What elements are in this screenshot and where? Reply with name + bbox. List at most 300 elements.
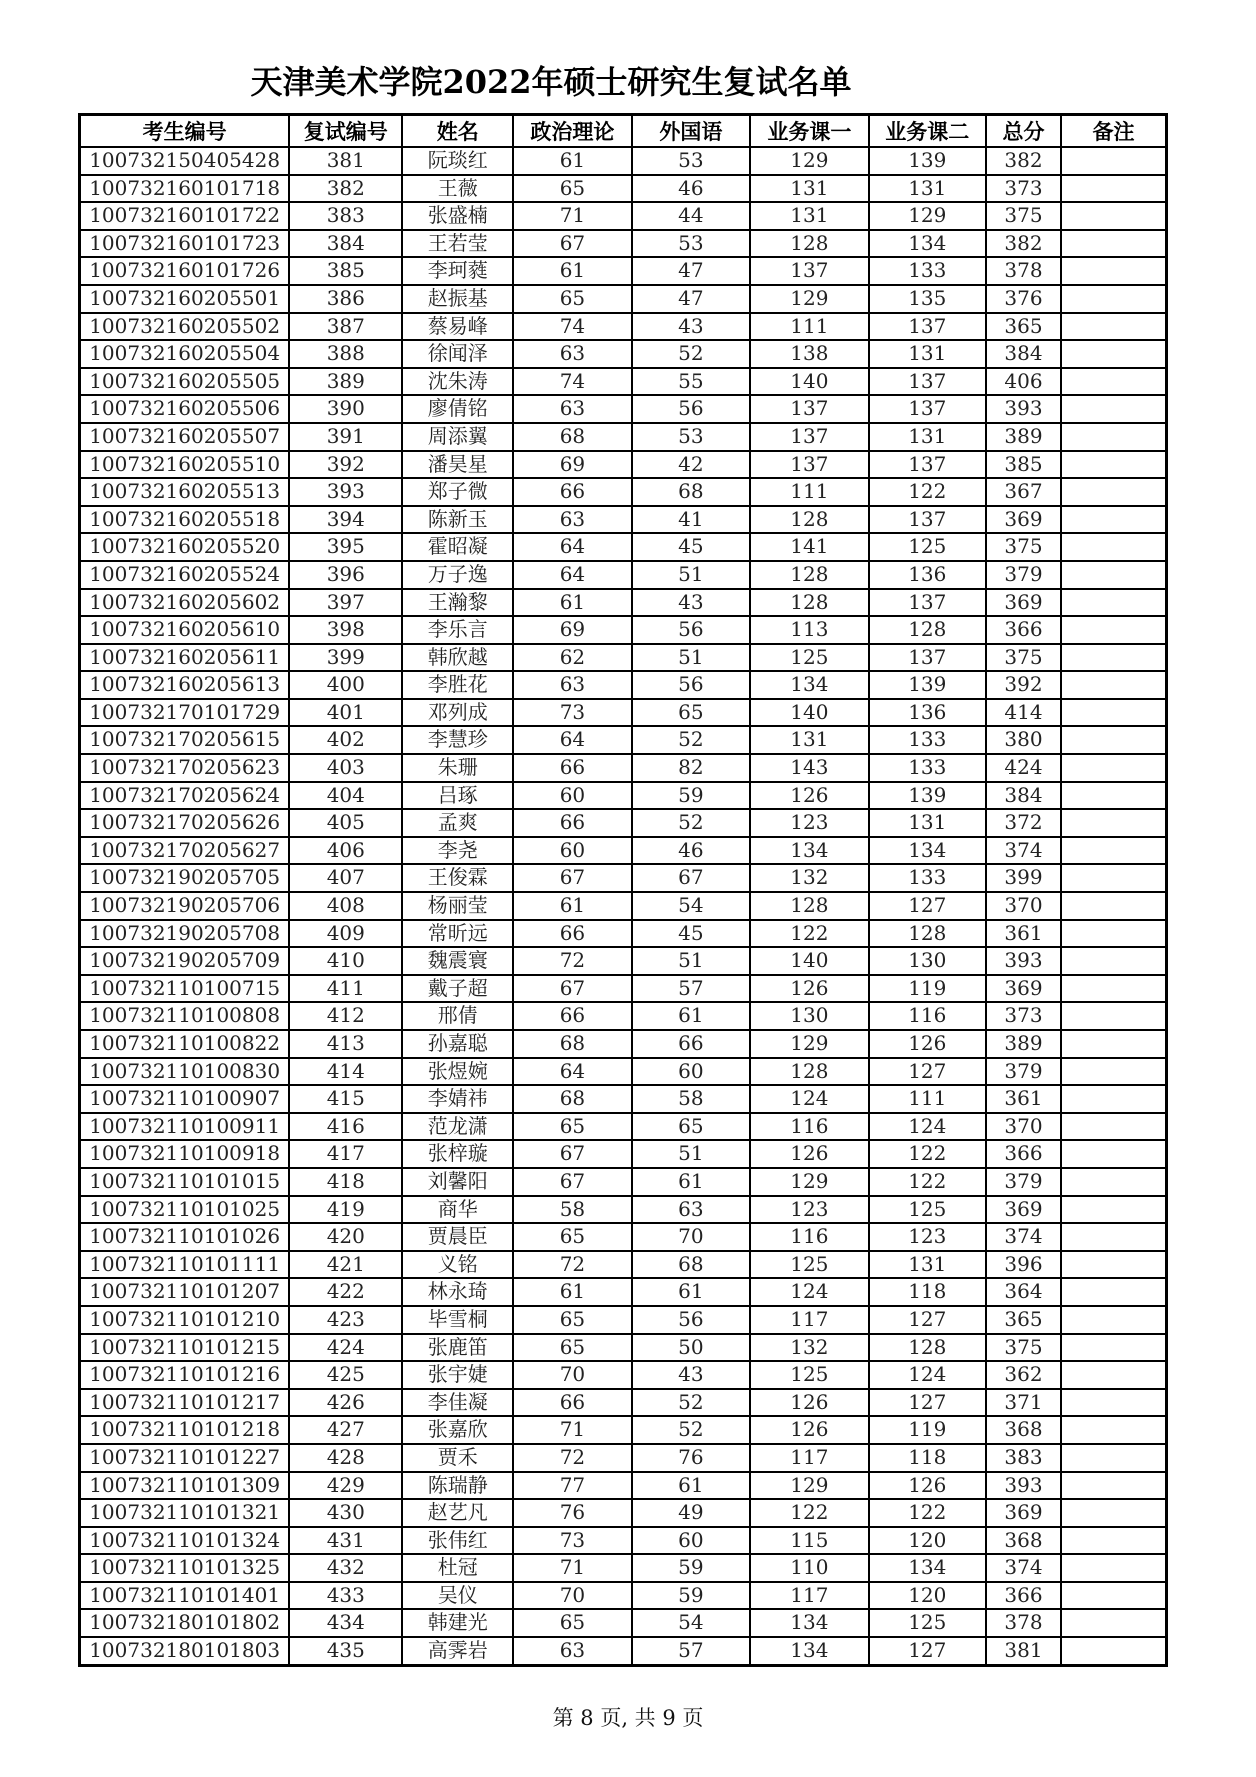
cell-remarks	[1061, 1472, 1167, 1500]
cell-retest-no: 424	[289, 1334, 402, 1362]
cell-remarks	[1061, 1582, 1167, 1610]
cell-major-course-1: 110	[750, 1554, 868, 1582]
table-row	[80, 671, 1167, 699]
cell-remarks	[1061, 533, 1167, 561]
cell-retest-no: 430	[289, 1499, 402, 1527]
cell-name: 廖倩铭	[402, 395, 513, 423]
cell-total-score: 424	[986, 754, 1061, 782]
cell-name: 贾禾	[402, 1444, 513, 1472]
cell-foreign-language: 55	[632, 368, 750, 396]
cell-foreign-language: 65	[632, 1113, 750, 1141]
cell-foreign-language: 42	[632, 451, 750, 479]
cell-remarks	[1061, 478, 1167, 506]
cell-foreign-language: 57	[632, 975, 750, 1003]
cell-total-score: 374	[986, 1554, 1061, 1582]
cell-major-course-2: 137	[869, 506, 986, 534]
cell-major-course-1: 124	[750, 1085, 868, 1113]
cell-remarks	[1061, 561, 1167, 589]
cell-remarks	[1061, 506, 1167, 534]
cell-major-course-1: 128	[750, 230, 868, 258]
cell-major-course-1: 129	[750, 285, 868, 313]
cell-political-theory: 72	[513, 1251, 631, 1279]
cell-total-score: 382	[986, 147, 1061, 175]
cell-total-score: 373	[986, 1002, 1061, 1030]
cell-major-course-2: 131	[869, 340, 986, 368]
cell-candidate-id: 100732160101718	[80, 175, 290, 203]
cell-major-course-1: 122	[750, 1499, 868, 1527]
cell-foreign-language: 61	[632, 1278, 750, 1306]
cell-total-score: 375	[986, 644, 1061, 672]
cell-major-course-2: 118	[869, 1278, 986, 1306]
cell-candidate-id: 100732110101401	[80, 1582, 290, 1610]
cell-candidate-id: 100732110101309	[80, 1472, 290, 1500]
cell-foreign-language: 58	[632, 1085, 750, 1113]
cell-total-score: 372	[986, 809, 1061, 837]
cell-name: 张盛楠	[402, 202, 513, 230]
cell-major-course-1: 129	[750, 1472, 868, 1500]
cell-name: 林永琦	[402, 1278, 513, 1306]
cell-total-score: 369	[986, 1499, 1061, 1527]
cell-name: 张煜婉	[402, 1058, 513, 1086]
cell-remarks	[1061, 782, 1167, 810]
cell-name: 义铭	[402, 1251, 513, 1279]
cell-political-theory: 67	[513, 975, 631, 1003]
cell-political-theory: 71	[513, 202, 631, 230]
cell-major-course-2: 119	[869, 975, 986, 1003]
table-row	[80, 782, 1167, 810]
cell-major-course-2: 137	[869, 395, 986, 423]
cell-major-course-2: 137	[869, 368, 986, 396]
table-row	[80, 947, 1167, 975]
cell-candidate-id: 100732180101802	[80, 1609, 290, 1637]
cell-major-course-2: 139	[869, 671, 986, 699]
cell-remarks	[1061, 340, 1167, 368]
cell-candidate-id: 100732110101325	[80, 1554, 290, 1582]
cell-retest-no: 405	[289, 809, 402, 837]
cell-remarks	[1061, 947, 1167, 975]
cell-foreign-language: 51	[632, 644, 750, 672]
cell-total-score: 379	[986, 561, 1061, 589]
cell-major-course-2: 125	[869, 1196, 986, 1224]
cell-major-course-2: 137	[869, 644, 986, 672]
cell-major-course-1: 128	[750, 1058, 868, 1086]
cell-candidate-id: 100732110100918	[80, 1140, 290, 1168]
cell-retest-no: 415	[289, 1085, 402, 1113]
cell-foreign-language: 49	[632, 1499, 750, 1527]
cell-name: 张伟红	[402, 1527, 513, 1555]
cell-retest-no: 425	[289, 1361, 402, 1389]
cell-remarks	[1061, 451, 1167, 479]
cell-candidate-id: 100732180101803	[80, 1637, 290, 1665]
cell-candidate-id: 100732160205506	[80, 395, 290, 423]
table-row	[80, 1527, 1167, 1555]
cell-political-theory: 65	[513, 1113, 631, 1141]
cell-major-course-2: 111	[869, 1085, 986, 1113]
cell-candidate-id: 100732110101025	[80, 1196, 290, 1224]
cell-political-theory: 63	[513, 395, 631, 423]
cell-major-course-1: 129	[750, 147, 868, 175]
cell-major-course-2: 116	[869, 1002, 986, 1030]
table-row	[80, 589, 1167, 617]
cell-retest-no: 420	[289, 1223, 402, 1251]
cell-remarks	[1061, 147, 1167, 175]
cell-political-theory: 65	[513, 175, 631, 203]
cell-major-course-2: 137	[869, 589, 986, 617]
cell-remarks	[1061, 920, 1167, 948]
cell-total-score: 361	[986, 1085, 1061, 1113]
cell-candidate-id: 100732160205611	[80, 644, 290, 672]
cell-major-course-2: 120	[869, 1527, 986, 1555]
cell-major-course-1: 134	[750, 1637, 868, 1665]
cell-major-course-2: 127	[869, 1389, 986, 1417]
cell-total-score: 381	[986, 1637, 1061, 1665]
cell-remarks	[1061, 313, 1167, 341]
cell-name: 常昕远	[402, 920, 513, 948]
cell-retest-no: 404	[289, 782, 402, 810]
cell-political-theory: 74	[513, 368, 631, 396]
cell-remarks	[1061, 837, 1167, 865]
cell-major-course-2: 133	[869, 754, 986, 782]
cell-candidate-id: 100732160101726	[80, 257, 290, 285]
cell-foreign-language: 56	[632, 1306, 750, 1334]
table-row	[80, 506, 1167, 534]
cell-political-theory: 66	[513, 1002, 631, 1030]
cell-candidate-id: 100732160205504	[80, 340, 290, 368]
cell-remarks	[1061, 754, 1167, 782]
cell-candidate-id: 100732110101215	[80, 1334, 290, 1362]
table-row	[80, 230, 1167, 258]
table-row	[80, 1223, 1167, 1251]
cell-retest-no: 408	[289, 892, 402, 920]
cell-candidate-id: 100732160205520	[80, 533, 290, 561]
cell-remarks	[1061, 1113, 1167, 1141]
cell-retest-no: 382	[289, 175, 402, 203]
cell-foreign-language: 60	[632, 1527, 750, 1555]
cell-remarks	[1061, 1030, 1167, 1058]
table-row	[80, 892, 1167, 920]
cell-foreign-language: 56	[632, 616, 750, 644]
document-title: 天津美术学院2022年硕士研究生复试名单	[250, 63, 852, 101]
table-row	[80, 1168, 1167, 1196]
cell-foreign-language: 50	[632, 1334, 750, 1362]
cell-major-course-1: 125	[750, 644, 868, 672]
cell-name: 邓列成	[402, 699, 513, 727]
cell-retest-no: 385	[289, 257, 402, 285]
cell-political-theory: 65	[513, 1334, 631, 1362]
cell-remarks	[1061, 1251, 1167, 1279]
cell-name: 陈新玉	[402, 506, 513, 534]
cell-political-theory: 61	[513, 892, 631, 920]
cell-total-score: 366	[986, 1140, 1061, 1168]
cell-major-course-1: 117	[750, 1306, 868, 1334]
cell-name: 周添翼	[402, 423, 513, 451]
cell-total-score: 369	[986, 506, 1061, 534]
cell-foreign-language: 52	[632, 340, 750, 368]
cell-major-course-2: 134	[869, 837, 986, 865]
cell-major-course-1: 137	[750, 257, 868, 285]
cell-major-course-2: 131	[869, 1251, 986, 1279]
column-header-candidate-id: 考生编号	[80, 115, 290, 148]
cell-major-course-2: 139	[869, 147, 986, 175]
cell-total-score: 375	[986, 202, 1061, 230]
cell-major-course-2: 128	[869, 1334, 986, 1362]
cell-political-theory: 66	[513, 920, 631, 948]
cell-foreign-language: 41	[632, 506, 750, 534]
cell-political-theory: 63	[513, 671, 631, 699]
cell-political-theory: 60	[513, 782, 631, 810]
cell-candidate-id: 100732110101227	[80, 1444, 290, 1472]
cell-name: 张鹿笛	[402, 1334, 513, 1362]
cell-political-theory: 68	[513, 1030, 631, 1058]
cell-total-score: 389	[986, 423, 1061, 451]
cell-candidate-id: 100732110101015	[80, 1168, 290, 1196]
table-row	[80, 754, 1167, 782]
cell-retest-no: 413	[289, 1030, 402, 1058]
cell-major-course-1: 126	[750, 782, 868, 810]
cell-name: 李乐言	[402, 616, 513, 644]
cell-candidate-id: 100732190205705	[80, 864, 290, 892]
cell-foreign-language: 45	[632, 533, 750, 561]
cell-remarks	[1061, 1058, 1167, 1086]
cell-retest-no: 427	[289, 1416, 402, 1444]
cell-major-course-1: 134	[750, 837, 868, 865]
table-row	[80, 1361, 1167, 1389]
cell-political-theory: 67	[513, 230, 631, 258]
cell-major-course-1: 134	[750, 671, 868, 699]
cell-major-course-1: 140	[750, 368, 868, 396]
cell-name: 范龙潇	[402, 1113, 513, 1141]
cell-total-score: 393	[986, 395, 1061, 423]
cell-political-theory: 66	[513, 1389, 631, 1417]
cell-total-score: 367	[986, 478, 1061, 506]
cell-major-course-1: 126	[750, 1416, 868, 1444]
cell-total-score: 375	[986, 533, 1061, 561]
cell-total-score: 406	[986, 368, 1061, 396]
cell-remarks	[1061, 1306, 1167, 1334]
cell-name: 潘昊星	[402, 451, 513, 479]
cell-foreign-language: 46	[632, 175, 750, 203]
cell-major-course-1: 129	[750, 1168, 868, 1196]
cell-major-course-2: 127	[869, 1637, 986, 1665]
table-row	[80, 726, 1167, 754]
cell-major-course-1: 138	[750, 340, 868, 368]
table-row	[80, 1058, 1167, 1086]
cell-remarks	[1061, 257, 1167, 285]
cell-candidate-id: 100732160205507	[80, 423, 290, 451]
cell-major-course-2: 124	[869, 1113, 986, 1141]
cell-candidate-id: 100732110101324	[80, 1527, 290, 1555]
cell-total-score: 370	[986, 1113, 1061, 1141]
cell-retest-no: 403	[289, 754, 402, 782]
table-row	[80, 837, 1167, 865]
cell-political-theory: 64	[513, 533, 631, 561]
cell-political-theory: 63	[513, 340, 631, 368]
table-row	[80, 1251, 1167, 1279]
cell-name: 万子逸	[402, 561, 513, 589]
cell-candidate-id: 100732170101729	[80, 699, 290, 727]
cell-foreign-language: 68	[632, 1251, 750, 1279]
cell-major-course-1: 134	[750, 1609, 868, 1637]
cell-major-course-2: 119	[869, 1416, 986, 1444]
cell-name: 杜冠	[402, 1554, 513, 1582]
cell-name: 孟爽	[402, 809, 513, 837]
cell-major-course-1: 132	[750, 1334, 868, 1362]
cell-candidate-id: 100732110100715	[80, 975, 290, 1003]
table-row	[80, 1196, 1167, 1224]
cell-retest-no: 393	[289, 478, 402, 506]
cell-name: 吴仪	[402, 1582, 513, 1610]
cell-total-score: 364	[986, 1278, 1061, 1306]
cell-remarks	[1061, 285, 1167, 313]
cell-retest-no: 384	[289, 230, 402, 258]
cell-foreign-language: 61	[632, 1472, 750, 1500]
cell-name: 蔡易峰	[402, 313, 513, 341]
cell-total-score: 366	[986, 1582, 1061, 1610]
cell-candidate-id: 100732170205626	[80, 809, 290, 837]
cell-remarks	[1061, 1168, 1167, 1196]
cell-political-theory: 77	[513, 1472, 631, 1500]
cell-major-course-1: 132	[750, 864, 868, 892]
cell-total-score: 368	[986, 1416, 1061, 1444]
cell-candidate-id: 100732160205502	[80, 313, 290, 341]
cell-total-score: 366	[986, 616, 1061, 644]
cell-name: 王薇	[402, 175, 513, 203]
cell-name: 韩建光	[402, 1609, 513, 1637]
cell-retest-no: 409	[289, 920, 402, 948]
table-row	[80, 340, 1167, 368]
cell-foreign-language: 70	[632, 1223, 750, 1251]
cell-retest-no: 410	[289, 947, 402, 975]
cell-candidate-id: 100732150405428	[80, 147, 290, 175]
column-header-foreign-language: 外国语	[632, 115, 750, 148]
cell-political-theory: 76	[513, 1499, 631, 1527]
cell-name: 王俊霖	[402, 864, 513, 892]
cell-foreign-language: 59	[632, 782, 750, 810]
cell-retest-no: 419	[289, 1196, 402, 1224]
cell-major-course-1: 137	[750, 395, 868, 423]
cell-name: 沈朱涛	[402, 368, 513, 396]
cell-candidate-id: 100732160205602	[80, 589, 290, 617]
cell-foreign-language: 56	[632, 671, 750, 699]
cell-political-theory: 58	[513, 1196, 631, 1224]
table-row	[80, 1306, 1167, 1334]
cell-candidate-id: 100732110101217	[80, 1389, 290, 1417]
cell-foreign-language: 47	[632, 257, 750, 285]
cell-foreign-language: 43	[632, 589, 750, 617]
cell-major-course-1: 122	[750, 920, 868, 948]
cell-major-course-2: 118	[869, 1444, 986, 1472]
cell-political-theory: 64	[513, 561, 631, 589]
cell-political-theory: 66	[513, 809, 631, 837]
cell-major-course-2: 125	[869, 533, 986, 561]
cell-remarks	[1061, 230, 1167, 258]
cell-candidate-id: 100732110101210	[80, 1306, 290, 1334]
cell-total-score: 362	[986, 1361, 1061, 1389]
cell-political-theory: 71	[513, 1554, 631, 1582]
table-row	[80, 1085, 1167, 1113]
cell-major-course-1: 128	[750, 589, 868, 617]
cell-political-theory: 63	[513, 506, 631, 534]
table-row	[80, 147, 1167, 175]
cell-major-course-2: 133	[869, 257, 986, 285]
cell-remarks	[1061, 671, 1167, 699]
table-row	[80, 285, 1167, 313]
cell-major-course-1: 128	[750, 892, 868, 920]
table-row	[80, 423, 1167, 451]
cell-candidate-id: 100732160205513	[80, 478, 290, 506]
cell-remarks	[1061, 616, 1167, 644]
cell-political-theory: 69	[513, 451, 631, 479]
cell-foreign-language: 57	[632, 1637, 750, 1665]
cell-name: 徐闻泽	[402, 340, 513, 368]
cell-foreign-language: 44	[632, 202, 750, 230]
cell-major-course-1: 117	[750, 1444, 868, 1472]
table-row	[80, 451, 1167, 479]
cell-candidate-id: 100732160205524	[80, 561, 290, 589]
cell-retest-no: 412	[289, 1002, 402, 1030]
cell-total-score: 369	[986, 975, 1061, 1003]
cell-remarks	[1061, 368, 1167, 396]
cell-major-course-2: 123	[869, 1223, 986, 1251]
cell-total-score: 371	[986, 1389, 1061, 1417]
cell-remarks	[1061, 1609, 1167, 1637]
cell-total-score: 368	[986, 1527, 1061, 1555]
table-row	[80, 1554, 1167, 1582]
cell-major-course-1: 143	[750, 754, 868, 782]
cell-major-course-1: 126	[750, 975, 868, 1003]
cell-name: 戴子超	[402, 975, 513, 1003]
cell-major-course-1: 123	[750, 809, 868, 837]
cell-remarks	[1061, 1499, 1167, 1527]
cell-foreign-language: 52	[632, 809, 750, 837]
cell-retest-no: 434	[289, 1609, 402, 1637]
cell-major-course-1: 111	[750, 478, 868, 506]
cell-candidate-id: 100732160205505	[80, 368, 290, 396]
cell-remarks	[1061, 1554, 1167, 1582]
cell-candidate-id: 100732110101207	[80, 1278, 290, 1306]
cell-retest-no: 389	[289, 368, 402, 396]
cell-name: 朱珊	[402, 754, 513, 782]
cell-major-course-2: 133	[869, 864, 986, 892]
table-row	[80, 202, 1167, 230]
cell-retest-no: 397	[289, 589, 402, 617]
cell-foreign-language: 67	[632, 864, 750, 892]
cell-name: 韩欣越	[402, 644, 513, 672]
cell-retest-no: 386	[289, 285, 402, 313]
cell-political-theory: 72	[513, 947, 631, 975]
cell-total-score: 370	[986, 892, 1061, 920]
cell-major-course-2: 122	[869, 1140, 986, 1168]
table-row	[80, 313, 1167, 341]
cell-candidate-id: 100732170205623	[80, 754, 290, 782]
cell-remarks	[1061, 1444, 1167, 1472]
table-row	[80, 864, 1167, 892]
cell-name: 商华	[402, 1196, 513, 1224]
cell-major-course-2: 137	[869, 451, 986, 479]
cell-major-course-1: 126	[750, 1140, 868, 1168]
cell-name: 李胜花	[402, 671, 513, 699]
cell-major-course-1: 125	[750, 1251, 868, 1279]
cell-major-course-1: 123	[750, 1196, 868, 1224]
table-header	[80, 115, 1167, 148]
cell-foreign-language: 59	[632, 1582, 750, 1610]
cell-major-course-2: 137	[869, 313, 986, 341]
cell-major-course-2: 139	[869, 782, 986, 810]
cell-name: 李婧祎	[402, 1085, 513, 1113]
cell-candidate-id: 100732170205615	[80, 726, 290, 754]
cell-total-score: 392	[986, 671, 1061, 699]
cell-foreign-language: 46	[632, 837, 750, 865]
